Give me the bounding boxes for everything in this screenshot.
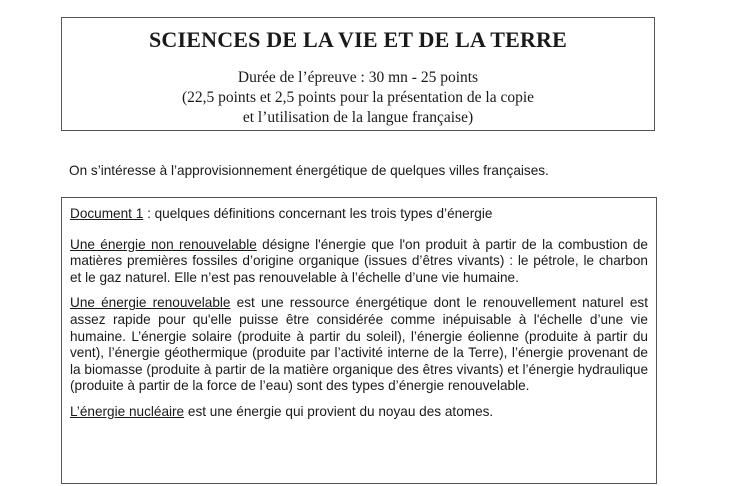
exam-points-line-1: (22,5 points et 2,5 points pour la présentation de la copie [181,89,535,106]
exam-points-line-2: et l’utilisation de la langue française) [242,109,474,126]
exam-header [61,17,655,131]
definition-term: Une énergie renouvelable [70,295,231,311]
exam-title: SCIENCES DE LA VIE ET DE LA TERRE [148,27,568,52]
definition-term: L’énergie nucléaire [70,403,185,419]
definition-renewable [70,295,648,395]
document-title [70,206,648,223]
definition-text: désigne l'énergie que l'on produit à partir de la combustion de matières premières fossiles d’origine organique (issues d’êtres vivants) : le pétrole, le charbon et le gaz naturel. Elle n’est pas renouvelable à l’échelle d’une vie humaine. [70,236,648,285]
intro-text: On s’intéresse à l’approvisionnement énergétique de quelques villes françaises. [69,163,549,178]
definition-term: Une énergie non renouvelable [70,236,257,252]
definition-text: est une ressource énergétique dont le renouvellement naturel est assez rapide pour qu'elle puisse être considérée comme inépuisable à l'échelle d’une vie humaine. L’énergie solaire (produite à partir du soleil), l’énergie éolienne (produite à partir du vent), l’énergie géothermique (produite par l’activité interne de la Terre), l’énergie provenant de la biomasse (produite à partir de la matière organique des êtres vivants) et l’énergie hydraulique (produite à partir de la force de l’eau) sont des types d’énergie renouvelable. [70,295,649,394]
definition-text: est une énergie qui provient du noyau des atomes. [184,403,494,419]
document-1-box [61,197,657,484]
exam-subtitle [62,68,654,128]
exam-duration: Durée de l’épreuve : 30 mn - 25 points [237,69,479,86]
definition-non-renewable [70,237,648,287]
document-label: Document 1 [70,206,144,221]
document-label-rest: : quelques définitions concernant les trois types d’énergie [143,206,493,221]
definition-nuclear [70,404,648,421]
